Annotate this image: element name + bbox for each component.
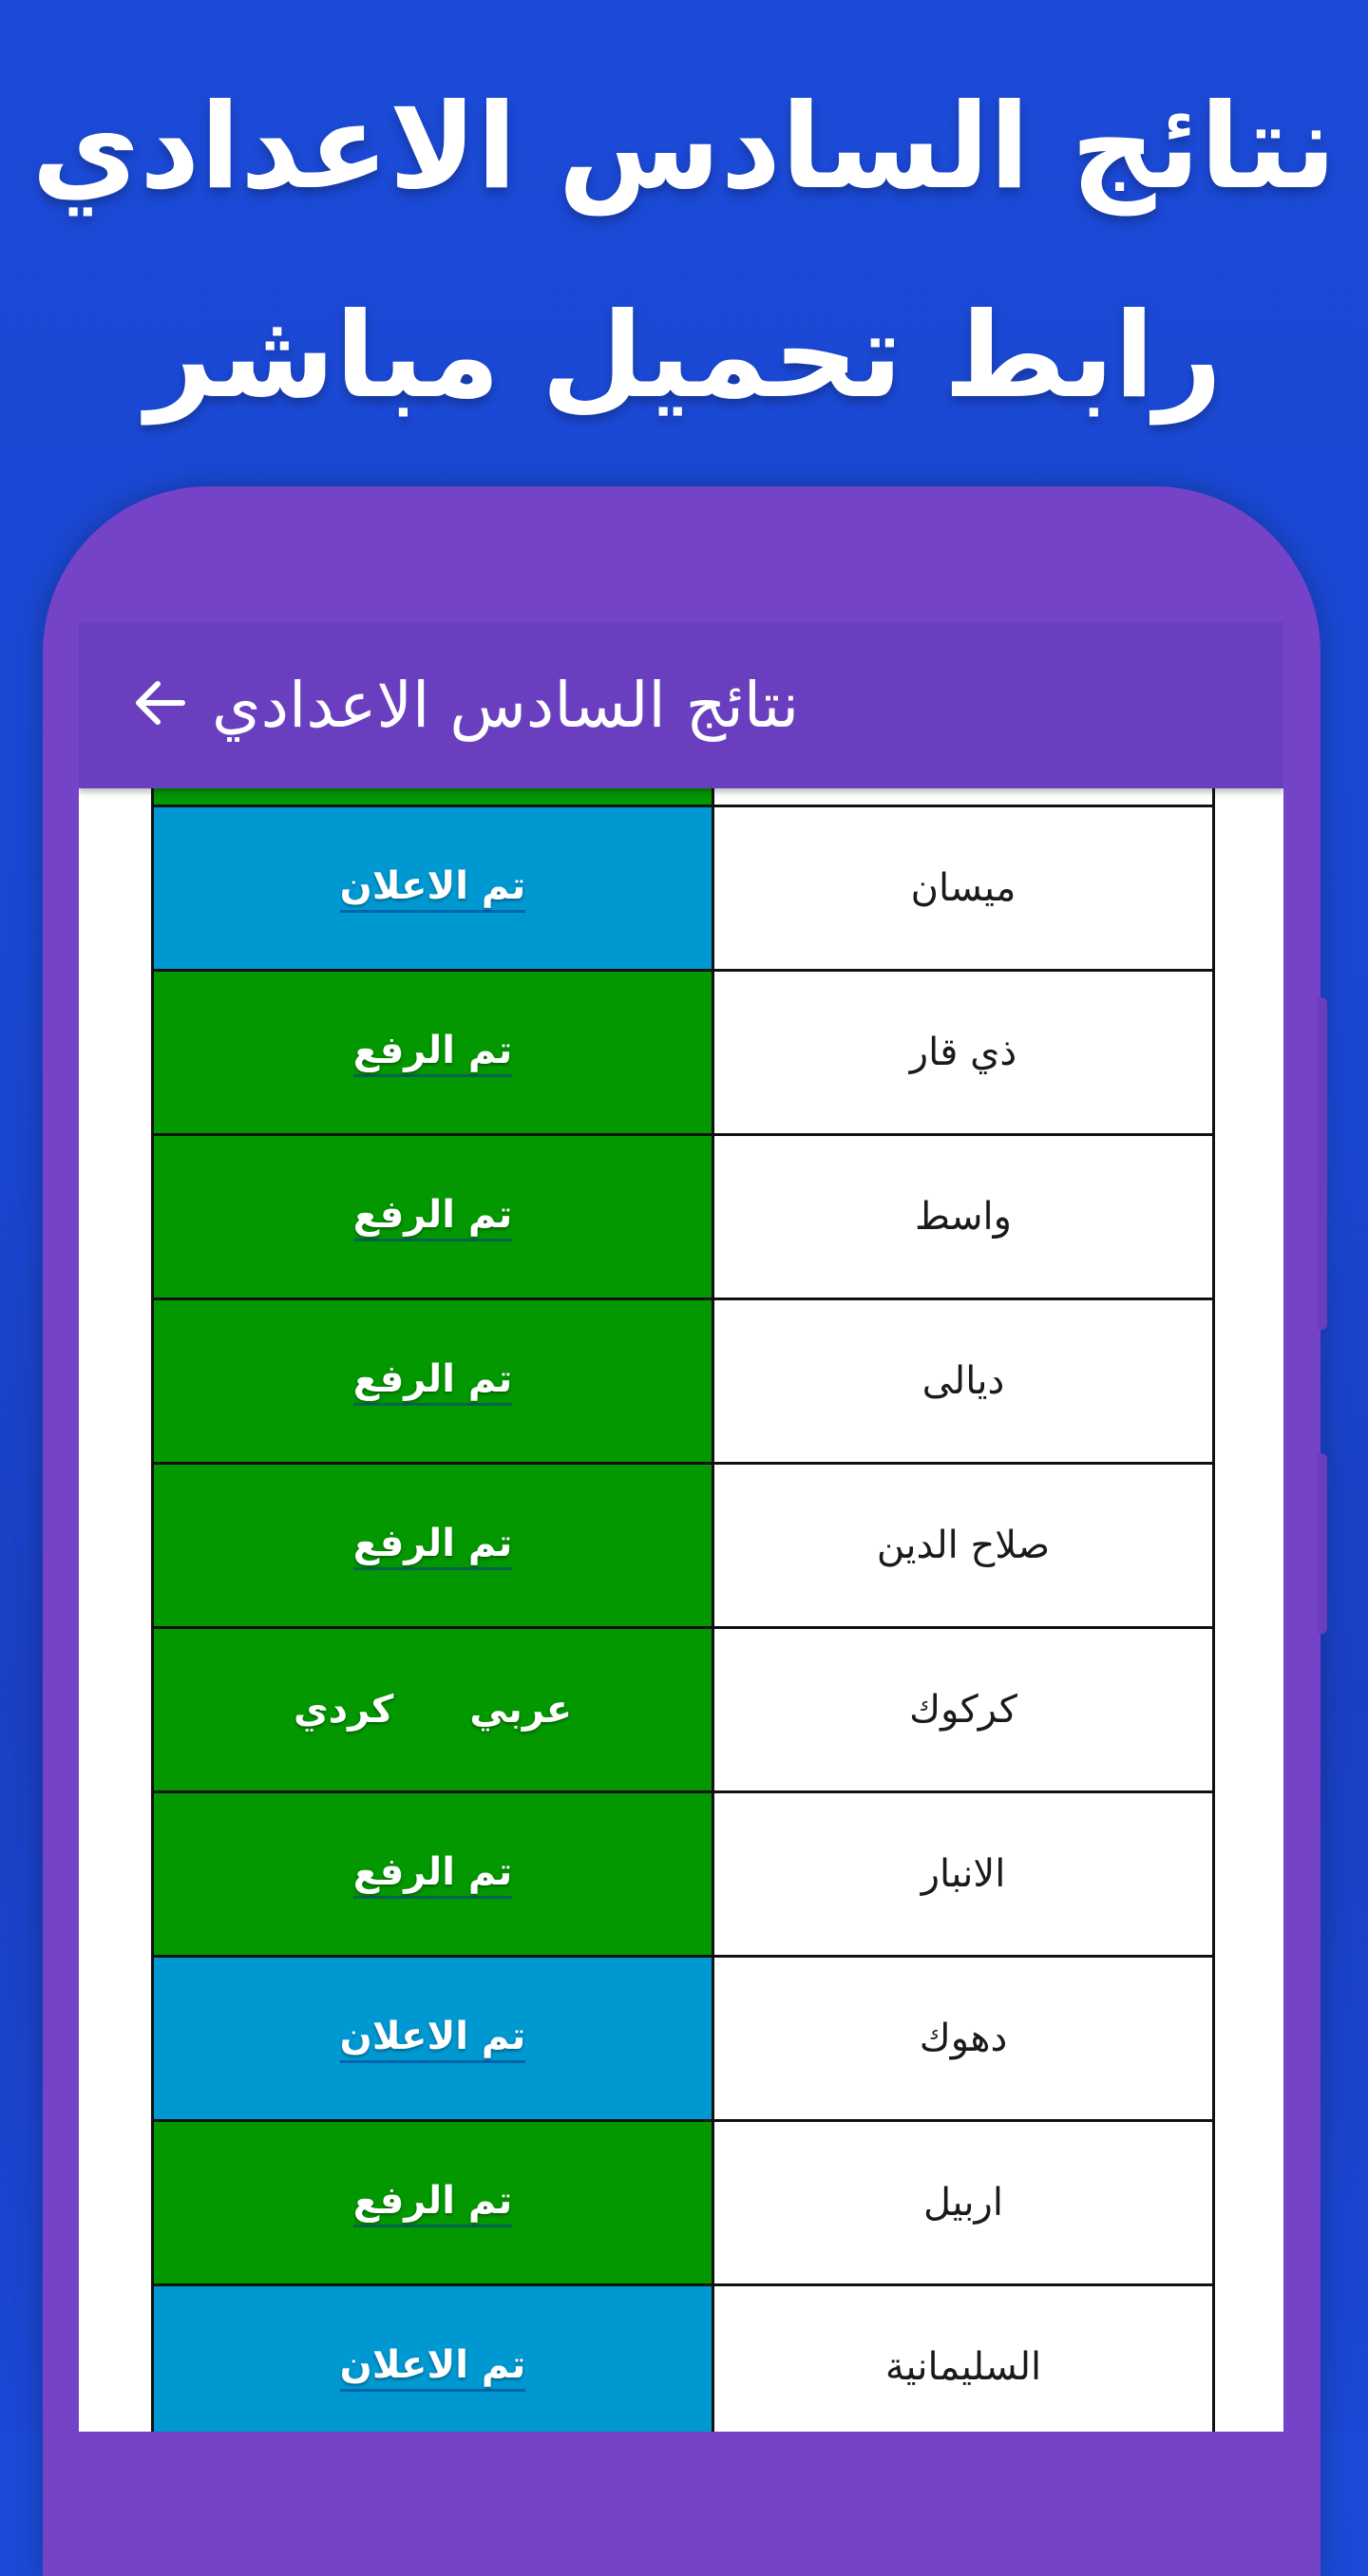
status-cell [154,1629,714,1790]
province-cell: ميسان [714,807,1212,969]
results-table [151,788,1215,2432]
promo-banner [0,0,1368,446]
back-button[interactable] [117,660,202,746]
table-row [151,1465,1215,1629]
province-cell: السليمانية [714,2286,1212,2432]
table-row [151,2122,1215,2286]
table-row-partial [151,788,1215,807]
status-link-arabic[interactable]: عربي [469,1688,573,1732]
status-cell[interactable]: تم الاعلان [154,807,714,969]
table-row [151,972,1215,1136]
table-row [151,807,1215,972]
table-row [151,2286,1215,2432]
phone-power-button [1318,1453,1327,1634]
status-cell[interactable]: تم الاعلان [154,1958,714,2119]
province-cell: كركوك [714,1629,1212,1790]
status-cell[interactable]: تم الرفع [154,1136,714,1297]
province-cell: اربيل [714,2122,1212,2283]
province-cell: صلاح الدين [714,1465,1212,1626]
table-row [151,1958,1215,2122]
status-cell[interactable]: تم الرفع [154,1793,714,1955]
app-bar [79,622,1283,788]
province-cell: ديالى [714,1300,1212,1462]
status-cell[interactable]: تم الرفع [154,2122,714,2283]
status-cell[interactable]: تم الاعلان [154,2286,714,2432]
province-cell: واسط [714,1136,1212,1297]
status-cell[interactable]: تم الرفع [154,1300,714,1462]
promo-subheadline: رابط تحميل مباشر [145,288,1223,425]
province-cell: الانبار [714,1793,1212,1955]
status-link-kurdish[interactable]: كردي [293,1688,394,1732]
table-row [151,1793,1215,1958]
province-cell: ذي قار [714,972,1212,1133]
arrow-left-icon [129,672,190,733]
status-cell[interactable]: تم الرفع [154,972,714,1133]
phone-volume-button [1318,997,1327,1330]
province-cell: دهوك [714,1958,1212,2119]
status-cell[interactable]: تم الرفع [154,1465,714,1626]
table-row [151,1300,1215,1465]
table-row [151,1629,1215,1793]
promo-headline: نتائج السادس الاعدادي [31,79,1337,216]
app-screen [79,622,1283,2432]
table-row [151,1136,1215,1300]
app-title: نتائج السادس الاعدادي [212,669,800,742]
